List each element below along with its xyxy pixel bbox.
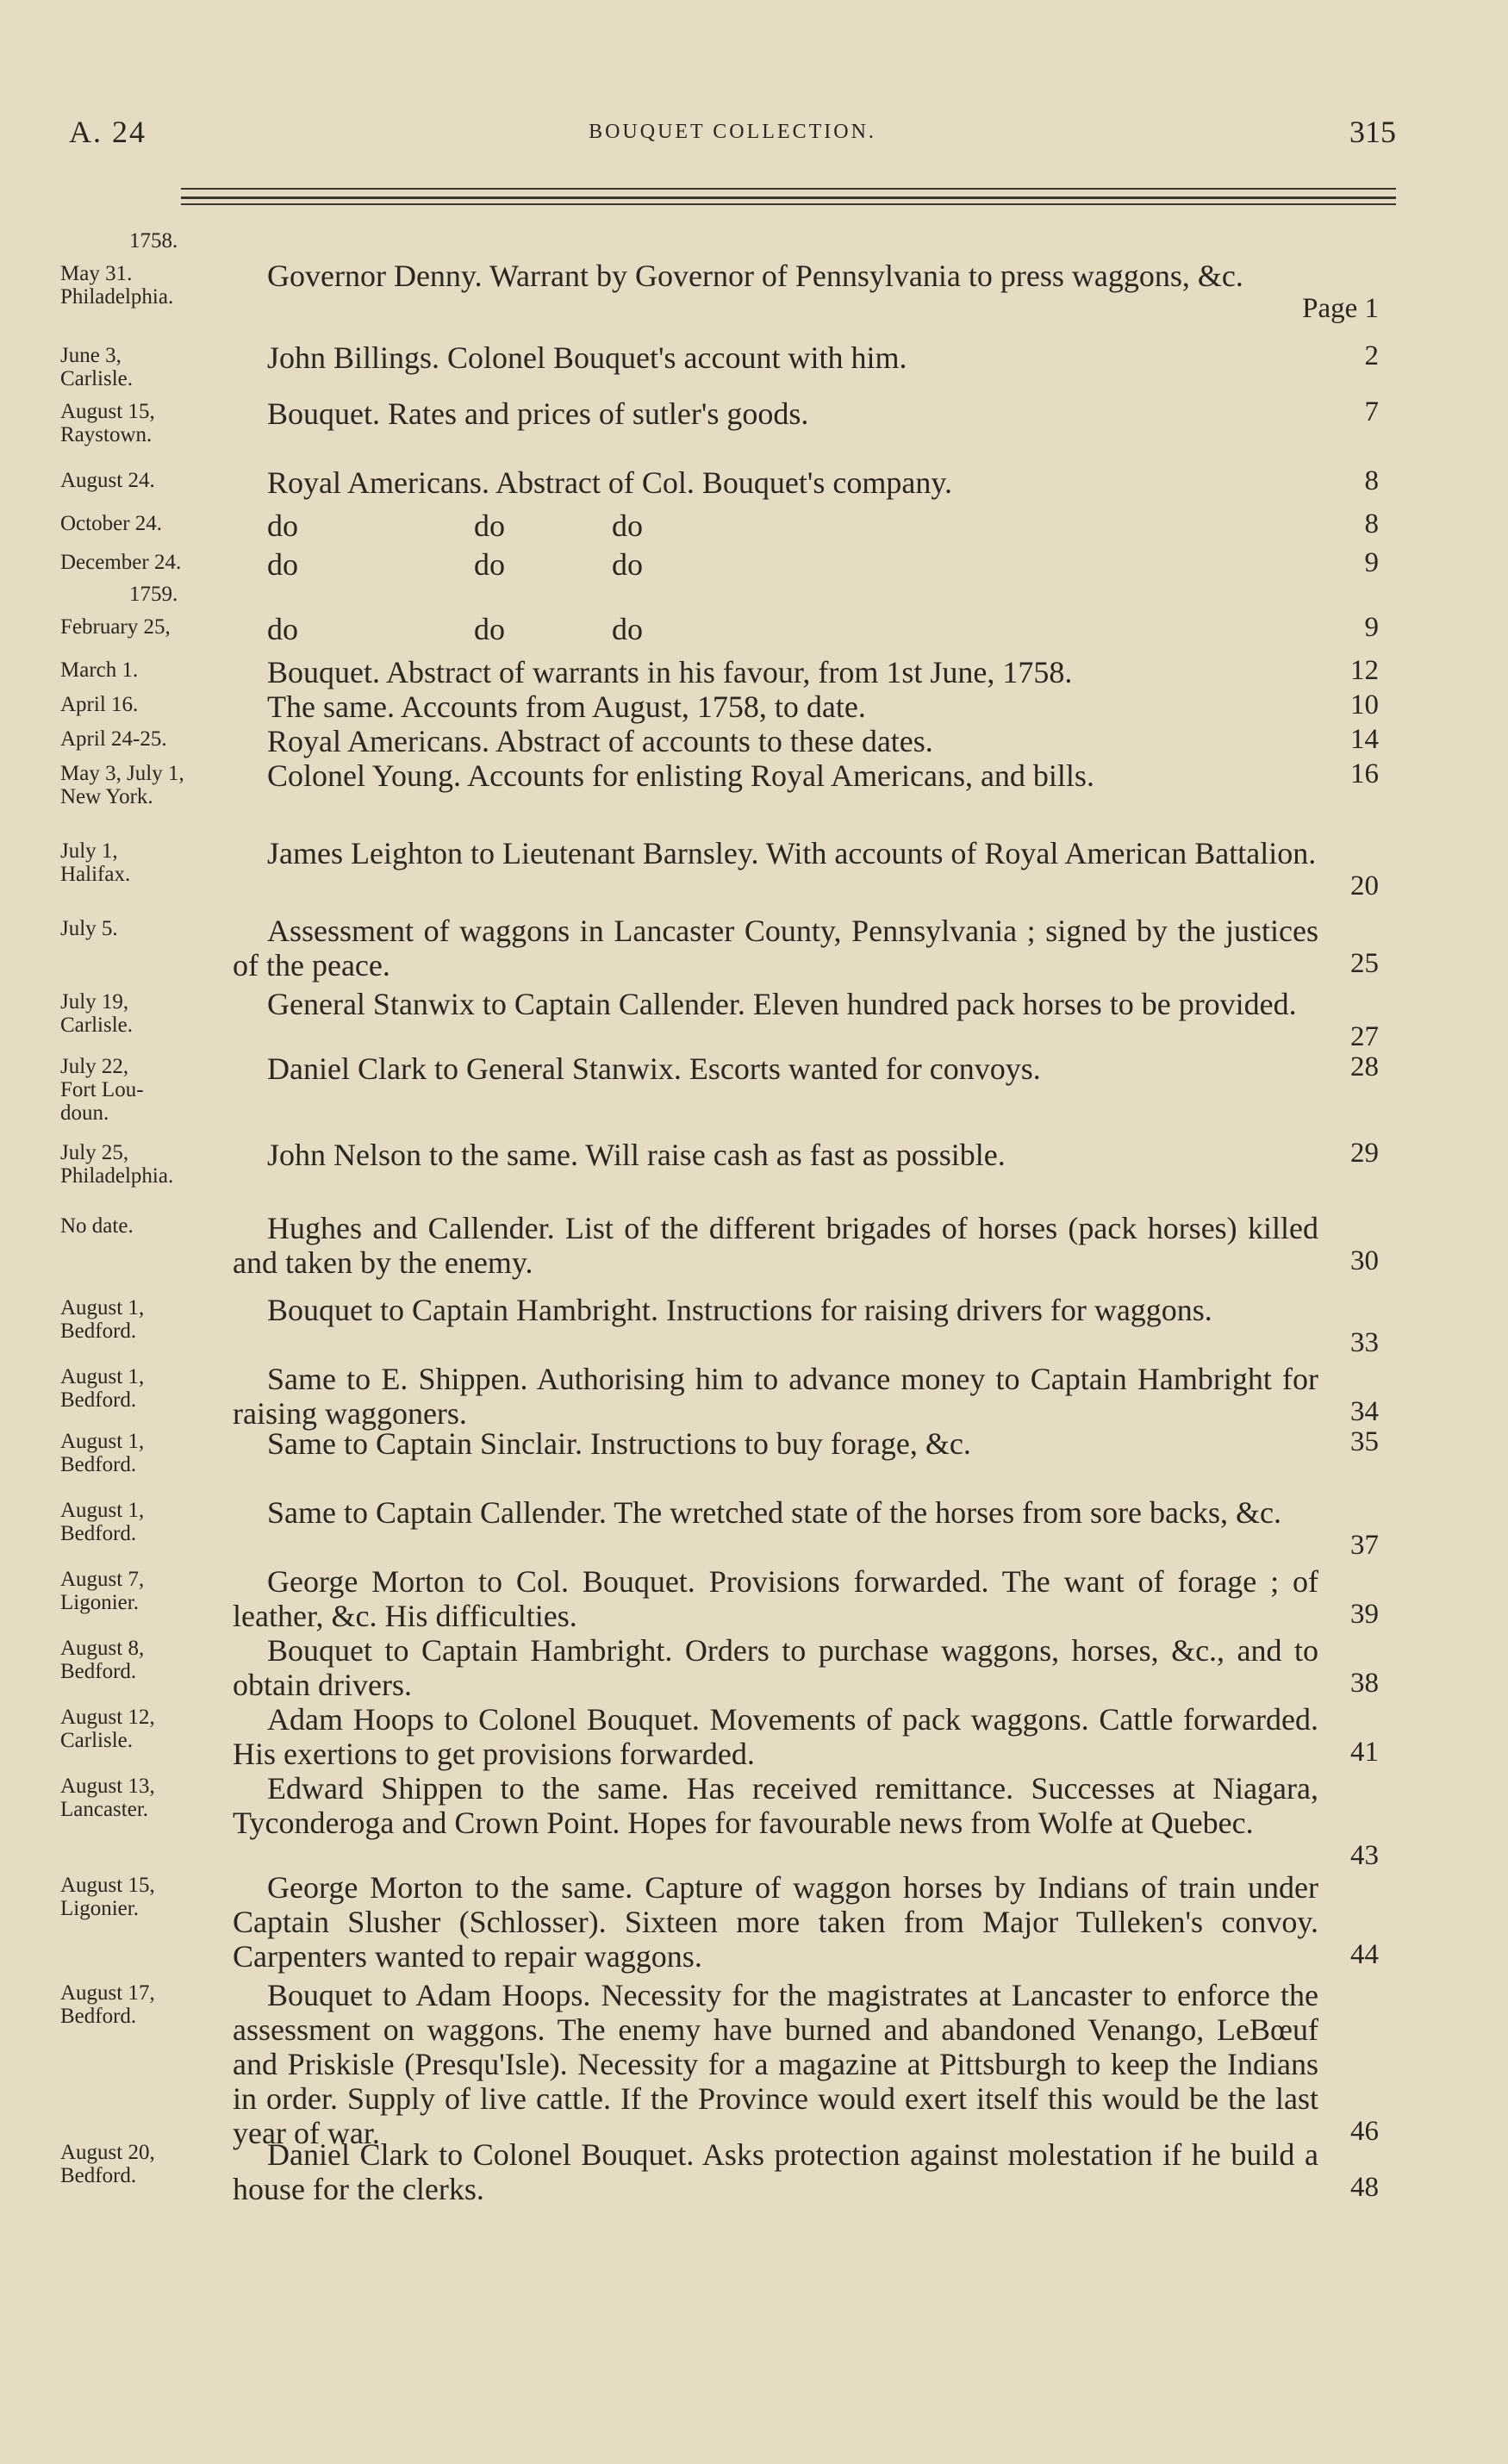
- entry-description: Daniel Clark to Colonel Bouquet. Asks protection against molestation if he build a house for the clerks.: [233, 2137, 1318, 2206]
- entry-page-reference: 8: [1364, 465, 1379, 496]
- page-number: 315: [1349, 115, 1396, 149]
- entry-date: August 13, Lancaster.: [60, 1775, 155, 1821]
- entry-date: May 31. Philadelphia.: [60, 262, 174, 309]
- entry-date: August 17, Bedford.: [60, 1981, 155, 2028]
- entry-page-reference: 43: [1350, 1840, 1379, 1871]
- entry-page-reference: 33: [1350, 1327, 1379, 1358]
- entry-page-reference: 14: [1350, 724, 1379, 755]
- ditto-mark: do: [267, 547, 298, 582]
- entry-date: No date.: [60, 1214, 134, 1238]
- entry-page-reference: 20: [1350, 870, 1379, 901]
- entry-date: August 12, Carlisle.: [60, 1706, 155, 1752]
- entry-year: 1759.: [129, 583, 178, 606]
- entry-date: July 1, Halifax.: [60, 839, 131, 886]
- entry-page-reference: 46: [1350, 2116, 1379, 2147]
- entry-description: Daniel Clark to General Stanwix. Escorts wanted for convoys.: [267, 1051, 1041, 1086]
- entry-date: August 1, Bedford.: [60, 1430, 145, 1476]
- entry-page-reference: 44: [1350, 1939, 1379, 1970]
- entry-description: Bouquet. Rates and prices of sutler's goods.: [267, 396, 809, 431]
- entry-date: August 24.: [60, 469, 155, 492]
- entry-description: Colonel Young. Accounts for enlisting Royal Americans, and bills.: [267, 758, 1094, 793]
- entry-description: Royal Americans. Abstract of accounts to these dates.: [267, 724, 933, 758]
- entry-description: Assessment of waggons in Lancaster County, Pennsylvania ; signed by the justices of the peace.: [233, 914, 1318, 982]
- entry-page-reference: 34: [1350, 1396, 1379, 1427]
- header-rule: [181, 203, 1396, 205]
- entry-page-reference: 7: [1364, 396, 1379, 427]
- volume-reference: A. 24: [69, 115, 146, 149]
- entry-page-reference: 29: [1350, 1138, 1379, 1169]
- entry-date: August 1, Bedford.: [60, 1365, 145, 1412]
- entry-description: Bouquet. Abstract of warrants in his favour, from 1st June, 1758.: [267, 655, 1073, 689]
- entry-date: August 1, Bedford.: [60, 1296, 145, 1343]
- entry-date: August 15, Ligonier.: [60, 1874, 155, 1920]
- entry-page-reference: 9: [1364, 612, 1379, 643]
- entry-description: John Nelson to the same. Will raise cash as fast as possible.: [267, 1138, 1006, 1172]
- entry-date: May 3, July 1, New York.: [60, 762, 184, 808]
- ditto-mark: do: [474, 612, 505, 646]
- entry-description: The same. Accounts from August, 1758, to date.: [267, 689, 866, 724]
- entry-description: George Morton to the same. Capture of waggon horses by Indians of train under Captain Slusher (Schlosser). Sixteen more taken from Major Tulleken's convoy. Carpenters wanted to repair waggons.: [233, 1870, 1318, 1974]
- entry-description: Same to E. Shippen. Authorising him to advance money to Captain Hambright for raising waggoners.: [233, 1362, 1318, 1431]
- page-header: [69, 114, 1396, 165]
- ditto-mark: do: [474, 508, 505, 543]
- ditto-mark: do: [267, 508, 298, 543]
- ditto-mark: do: [267, 612, 298, 646]
- ditto-mark: do: [612, 612, 643, 646]
- entry-page-reference: 38: [1350, 1668, 1379, 1699]
- entry-date: June 3, Carlisle.: [60, 344, 134, 390]
- entry-date: July 25, Philadelphia.: [60, 1141, 174, 1188]
- entry-date: February 25,: [60, 615, 171, 639]
- ditto-mark: do: [474, 547, 505, 582]
- entry-description: Same to Captain Sinclair. Instructions to buy forage, &c.: [267, 1426, 971, 1461]
- entry-description: Same to Captain Callender. The wretched state of the horses from sore backs, &c.: [267, 1495, 1281, 1530]
- entry-page-reference: 28: [1350, 1051, 1379, 1082]
- entry-page-reference: 16: [1350, 758, 1379, 789]
- entry-date: April 16.: [60, 693, 139, 716]
- ditto-mark: do: [612, 508, 643, 543]
- entry-date: December 24.: [60, 551, 182, 574]
- entry-description: George Morton to Col. Bouquet. Provisions forwarded. The want of forage ; of leather, &c. His difficulties.: [233, 1564, 1318, 1633]
- entry-date: August 1, Bedford.: [60, 1499, 145, 1545]
- entry-date: October 24.: [60, 512, 163, 535]
- entry-date: August 8, Bedford.: [60, 1637, 145, 1683]
- entry-date: July 19, Carlisle.: [60, 990, 134, 1037]
- entry-page-reference: 39: [1350, 1599, 1379, 1630]
- entry-page-reference: 48: [1350, 2172, 1379, 2203]
- entry-description: Bouquet to Captain Hambright. Instructions for raising drivers for waggons.: [267, 1293, 1212, 1327]
- header-rule: [181, 196, 1396, 199]
- entry-page-reference: 35: [1350, 1426, 1379, 1457]
- entry-page-reference: 30: [1350, 1245, 1379, 1276]
- entry-page-reference: 12: [1350, 655, 1379, 686]
- header-rule: [181, 188, 1396, 190]
- entry-year: 1758.: [129, 229, 178, 253]
- entry-description: Governor Denny. Warrant by Governor of Pennsylvania to press waggons, &c.: [267, 259, 1243, 293]
- entry-description: Adam Hoops to Colonel Bouquet. Movements of pack waggons. Cattle forwarded. His exertions to get provisions forwarded.: [233, 1702, 1318, 1771]
- entry-date: August 15, Raystown.: [60, 400, 155, 446]
- entry-page-reference: 2: [1364, 340, 1379, 371]
- entry-page-reference: 8: [1364, 508, 1379, 540]
- ditto-mark: do: [612, 547, 643, 582]
- entry-date: August 7, Ligonier.: [60, 1568, 145, 1614]
- calendar-entries: [60, 229, 1379, 2413]
- entry-date: August 20, Bedford.: [60, 2141, 155, 2187]
- entry-description: Bouquet to Captain Hambright. Orders to purchase waggons, horses, &c., and to obtain drivers.: [233, 1633, 1318, 1702]
- entry-page-reference: 9: [1364, 547, 1379, 578]
- entry-description: Hughes and Callender. List of the different brigades of horses (pack horses) killed and taken by the enemy.: [233, 1211, 1318, 1280]
- entry-date: July 5.: [60, 917, 118, 940]
- entry-description: James Leighton to Lieutenant Barnsley. With accounts of Royal American Battalion.: [267, 836, 1317, 870]
- running-title: BOUQUET COLLECTION.: [589, 121, 876, 143]
- entry-date: March 1.: [60, 658, 139, 682]
- entry-description: Royal Americans. Abstract of Col. Bouquet's company.: [267, 465, 953, 500]
- entry-date: July 22, Fort Lou- doun.: [60, 1055, 144, 1125]
- entry-description: John Billings. Colonel Bouquet's account with him.: [267, 340, 907, 375]
- entry-description: Edward Shippen to the same. Has received remittance. Successes at Niagara, Tyconderoga and Crown Point. Hopes for favourable news from Wolfe at Quebec.: [233, 1771, 1318, 1840]
- entry-page-reference: Page 1: [1302, 293, 1379, 324]
- entry-page-reference: 27: [1350, 1021, 1379, 1052]
- entry-description: General Stanwix to Captain Callender. Eleven hundred pack horses to be provided.: [267, 987, 1297, 1021]
- entry-page-reference: 10: [1350, 689, 1379, 720]
- entry-description: Bouquet to Adam Hoops. Necessity for the magistrates at Lancaster to enforce the assessment on waggons. The enemy have burned and abandoned Venango, LeBœuf and Priskisle (Presqu'Isle). Necessity for a magazine at Pittsburgh to keep the Indians in order. Supply of live cattle. If the Province would exert itself this would be the last year of war.: [233, 1978, 1318, 2150]
- entry-page-reference: 37: [1350, 1530, 1379, 1561]
- entry-date: April 24-25.: [60, 727, 167, 751]
- entry-page-reference: 41: [1350, 1737, 1379, 1768]
- entry-page-reference: 25: [1350, 948, 1379, 979]
